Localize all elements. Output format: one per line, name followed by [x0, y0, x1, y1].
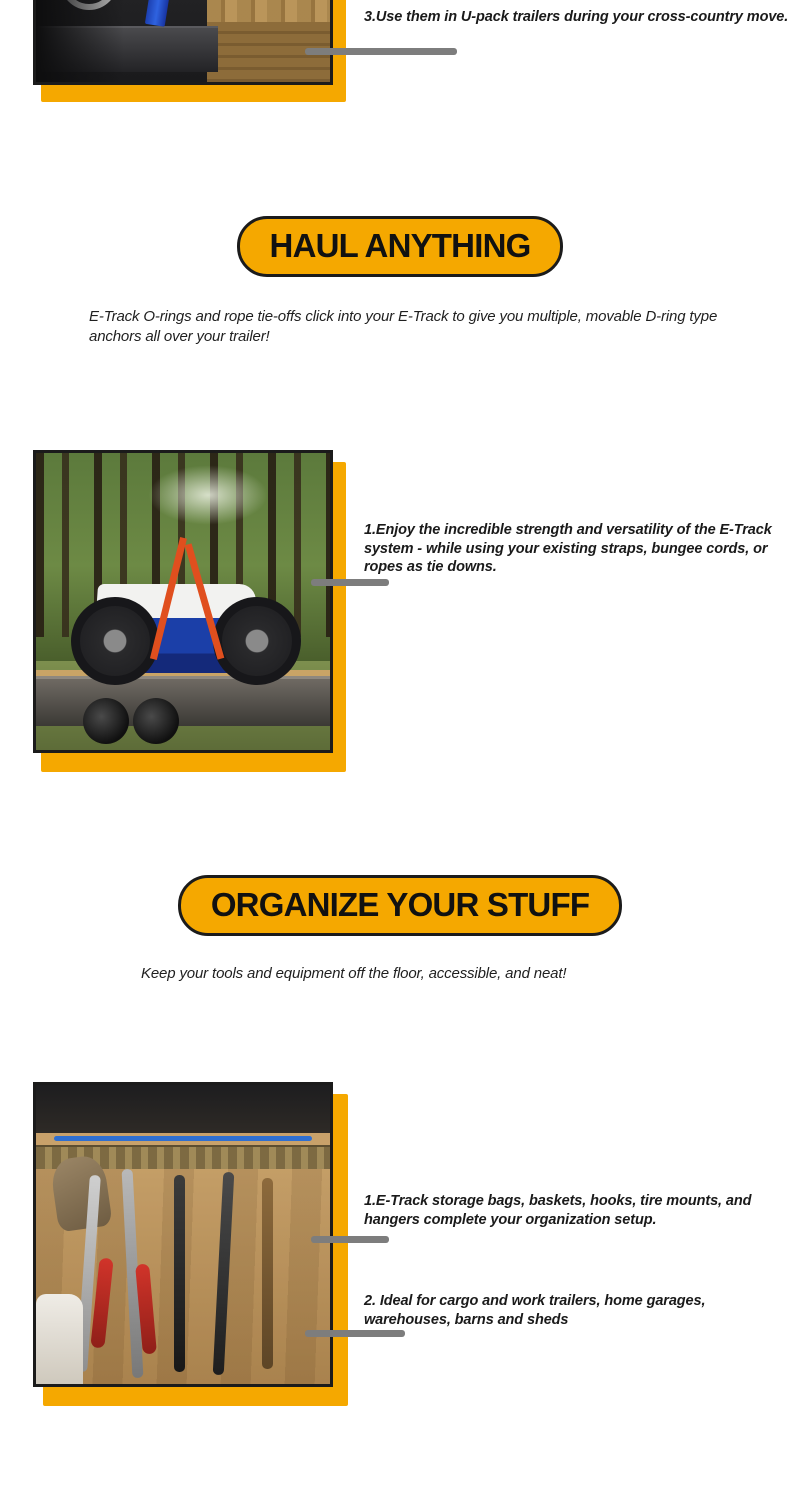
- callout-organize-1: [364, 1192, 779, 1229]
- garage-wall-tools-hanging-photo: [33, 1082, 333, 1387]
- banner-pill: [237, 216, 564, 277]
- callout-dash-line: [305, 1330, 405, 1337]
- dirt-bike-photo-block: [33, 450, 338, 760]
- callout-text: 2. Ideal for cargo and work trailers, home garages, warehouses, barns and sheds: [364, 1293, 706, 1328]
- section-subtitle-haul-anything: E-Track O-rings and rope tie-offs click into your E-Track to give you multiple, movable D-ring type anchors all over your trailer!: [89, 308, 718, 345]
- callout-dash-line: [305, 48, 457, 55]
- callout-organize-2: [364, 1292, 779, 1329]
- truck-bed-with-blue-strap-photo: [33, 0, 333, 85]
- section-banner-organize-your-stuff: [0, 875, 800, 936]
- banner-label: HAUL ANYTHING: [269, 227, 531, 264]
- callout-text: 1.Enjoy the incredible strength and versatility of the E-Track system - while using your existing straps, bungee cords, or ropes as tie downs.: [364, 522, 772, 576]
- callout-dash-line: [311, 1236, 389, 1243]
- banner-pill: [178, 875, 622, 936]
- callout-haul-1: [364, 521, 774, 577]
- callout-text: 1.E-Track storage bags, baskets, hooks, tire mounts, and hangers complete your organization setup.: [364, 1193, 752, 1228]
- section-subtitle-organize-your-stuff: Keep your tools and equipment off the floor, accessible, and neat!: [141, 965, 567, 982]
- callout-dash-line: [311, 579, 389, 586]
- callout-text: 3.Use them in U-pack trailers during your cross-country move.: [364, 9, 789, 25]
- truck-bed-photo-block: [33, 0, 338, 90]
- section-banner-haul-anything: [0, 216, 800, 277]
- dirt-bike-strapped-on-trailer-photo: [33, 450, 333, 753]
- garage-tools-photo-block: [33, 1082, 338, 1394]
- callout-top-1: [364, 8, 794, 27]
- banner-label: ORGANIZE YOUR STUFF: [210, 886, 590, 923]
